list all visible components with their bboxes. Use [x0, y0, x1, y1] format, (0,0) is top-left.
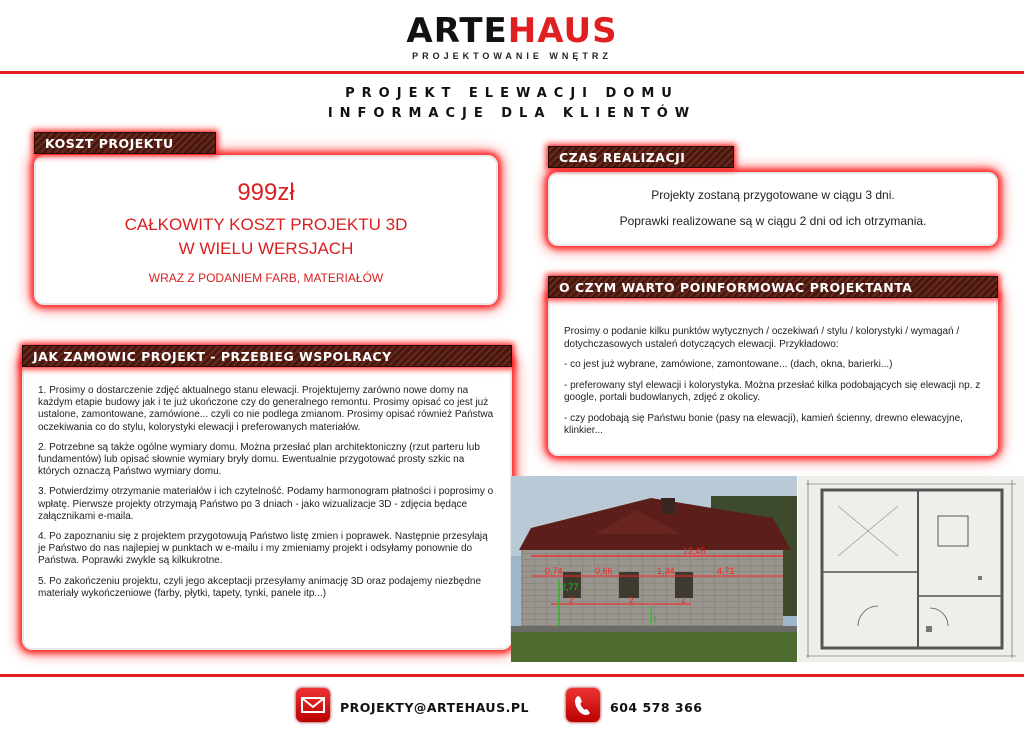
cost-line1: CAŁKOWITY KOSZT PROJEKTU 3D	[124, 215, 408, 234]
how-step: 5. Po zakończeniu projektu, czyli jego akceptacji przesyłamy animację 3D oraz podajemy niezbędne materiały wykończeniowe (farby, płytki, tapety, tynki, panele itp...)	[38, 575, 482, 599]
tagline: PROJEKTOWANIE WNĘTRZ	[412, 51, 612, 61]
house-photo-drawing	[511, 476, 797, 662]
page-title-line2: INFORMACJE DLA KLIENTÓW	[327, 106, 697, 121]
logo-part-haus: HAUS	[507, 11, 618, 51]
dimension-m4: 1	[653, 615, 658, 624]
dimension-height: 2,77	[561, 582, 579, 592]
floor-plan-photo	[798, 476, 1024, 662]
dimension-a: 0,74	[545, 566, 563, 576]
how-panel	[22, 355, 512, 650]
cost-panel	[34, 155, 498, 305]
contact-email[interactable]: PROJEKTY@ARTEHAUS.PL	[340, 700, 529, 715]
how-step: 3. Potwierdzimy otrzymanie materiałów i ich czytelność. Podamy harmonogram płatności i poprosimy o wpłatę. Pierwsze projekty otrzymają Państwo po 3 dniach - jako wizualizacje 3D - zdjęcia będące załącznikami e-maila.	[38, 486, 494, 522]
how-step: 1. Prosimy o dostarczenie zdjęć aktualnego stanu elewacji. Projektujemy zarówno nowe domy na każdym etapie budowy jak i te już ukończone czy do generalnego remontu. Prosimy opisać co jest już ustalone, zamontowane, zamówione... czyli co nie podlega zmianom. Prosimy opisać również Państwa oczekiwania co do stylu, kolorystyki elewacji i preferowanych materiałów.	[38, 385, 494, 433]
logo	[0, 11, 1024, 51]
house-photo	[511, 476, 797, 662]
time-panel	[548, 172, 998, 246]
dimension-c: 1,34	[657, 566, 675, 576]
how-header: JAK ZAMOWIC PROJEKT - PRZEBIEG WSPOLRACY	[22, 345, 512, 367]
info-paragraph: Prosimy o podanie kilku punktów wytycznych / oczekiwań / stylu / kolorystyki / wymagań / dotychczasowych ustaleń dotyczących elewacji. Przykładowo:	[564, 326, 960, 350]
brand-header	[0, 11, 1024, 61]
info-paragraph: - preferowany styl elewacji i kolorystyka. Można przesłać kilka podobających się elewacji np. z google, portali budowlanych, zdjęć z okolicy.	[564, 379, 981, 403]
floor-plan-drawing	[798, 476, 1024, 662]
info-panel	[548, 290, 998, 456]
top-divider	[0, 71, 1024, 74]
time-line2: Poprawki realizowane są w ciągu 2 dni od ich otrzymania.	[619, 214, 927, 228]
mail-icon	[296, 688, 330, 722]
how-step: 4. Po zapoznaniu się z projektem przygotowują Państwo listę zmien i poprawek. Następnie przesyłają je Państwo do nas najlepiej w punktach w e-mailu i my zmieniamy projekt i odsyłamy ponownie do Państwa. Poprawki zwykle są kilkukrotne.	[38, 531, 488, 567]
cost-line2: W WIELU WERSJACH	[178, 239, 354, 258]
time-line1: Projekty zostaną przygotowane w ciągu 3 dni.	[651, 188, 895, 202]
cost-price: 999zł	[237, 179, 295, 206]
phone-icon	[566, 688, 600, 722]
bottom-divider	[0, 674, 1024, 677]
dimension-m3: 1	[681, 596, 686, 605]
dimension-b: 0,66	[595, 566, 613, 576]
cost-line3: WRAZ Z PODANIEM FARB, MATERIAŁÓW	[148, 271, 384, 285]
cost-header: KOSZT PROJEKTU	[34, 132, 216, 154]
how-step: 2. Potrzebne są także ogólne wymiary domu. Można przesłać plan architektoniczny (rzut parteru lub fundamentów) lub opisać słownie wymiary bryły domu. Ewentualnie przygotować prosty szkic na których oznaczą Państwo wymiary domu.	[38, 441, 480, 478]
info-paragraph: - czy podobają się Państwu bonie (pasy na elewacji), kamień ścienny, drewno elewacyjne, klinkier...	[564, 412, 963, 436]
time-header: CZAS REALIZACJI	[548, 146, 734, 168]
dimension-m1: 2	[569, 596, 574, 605]
info-header: O CZYM WARTO POINFORMOWAC PROJEKTANTA	[548, 276, 998, 298]
dimension-d: 4,71	[717, 566, 735, 576]
dimension-m2: 2	[629, 596, 634, 605]
contact-phone[interactable]: 604 578 366	[610, 700, 703, 715]
info-paragraph: - co jest już wybrane, zamówione, zamontowane... (dach, okna, barierki...)	[564, 359, 893, 370]
page-title-line1: PROJEKT ELEWACJI DOMU	[345, 86, 679, 101]
logo-part-arte: ARTE	[406, 11, 508, 51]
dimension-total: 12,46	[683, 546, 706, 556]
